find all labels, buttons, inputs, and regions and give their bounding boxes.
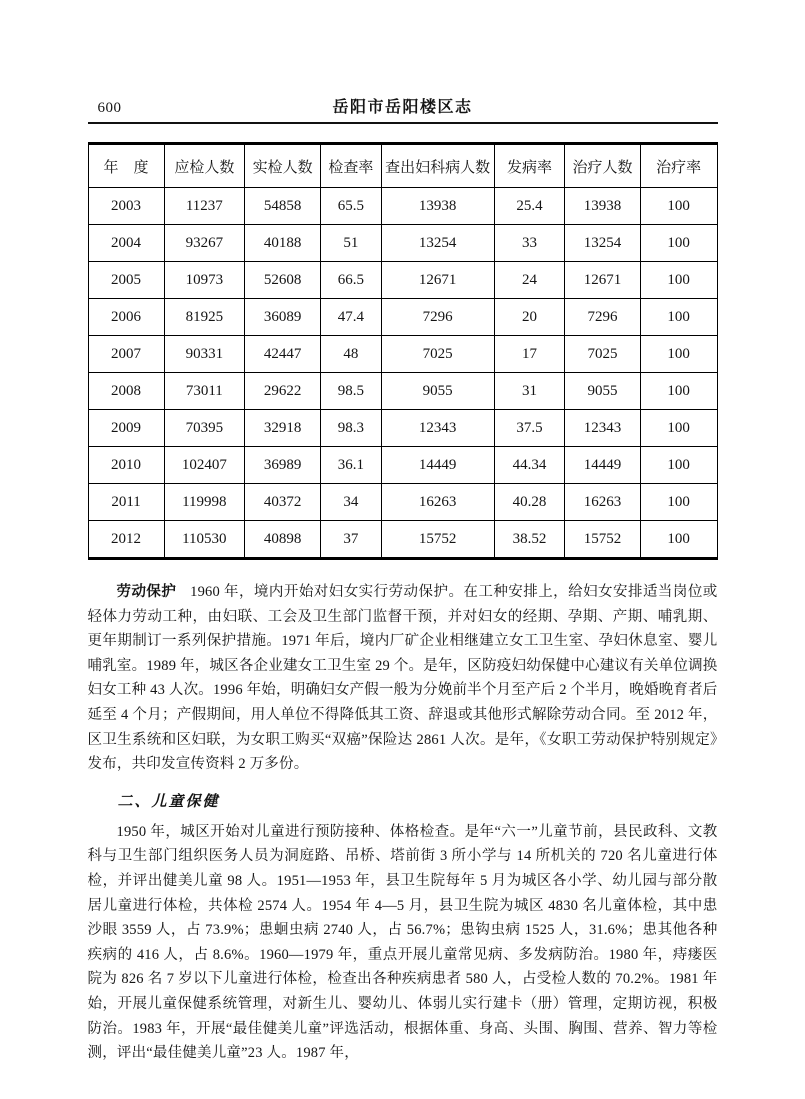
table-cell: 7025: [565, 336, 640, 373]
table-cell: 32918: [245, 410, 321, 447]
stats-table-body: [88, 188, 717, 559]
table-cell: 37: [321, 521, 381, 559]
table-row: [88, 225, 717, 262]
table-cell: 20: [494, 299, 564, 336]
table-cell: 100: [640, 299, 717, 336]
table-cell: 2008: [88, 373, 164, 410]
child-care-text: 1950 年，城区开始对儿童进行预防接种、体格检查。是年“六一”儿童节前，县民政科、文教科与卫生部门组织医务人员为洞庭路、吊桥、塔前街 3 所小学与 14 所机关的 720 名儿童进行体检，并评出健美儿童 98 人。1951—1953 年，县卫生院每年 5 月为城区各小学、幼儿园与部分散居儿童进行体检，共体检 2574 人。1954 年 4—5 月，县卫生院为城区 4830 名儿童体检，其中患沙眼 3559 人，占 73.9%；患蛔虫病 2740 人，占 56.7%；患钩虫病 1525 人，31.6%；患其他各种疾病的 416 人，占 8.6%。1960—1979 年，重点开展儿童常见病、多发病防治。1980 年，痔瘘医院为 826 名 7 岁以下儿童进行体检，检查出各种疾病患者 580 人，占受检人数的 70.2%。1981 年始，开展儿童保健系统管理，对新生儿、婴幼儿、体弱儿实行建卡（册）管理，定期访视，积极防治。1983 年，开展“最佳健美儿童”评选活动，根据体重、身高、头围、胸围、营养、智力等检测，评出“最佳健美儿童”23 人。1987 年，: [87, 823, 718, 1062]
labor-protection-paragraph: [88, 580, 718, 777]
table-cell: 24: [494, 262, 564, 299]
table-cell: 36.1: [321, 447, 381, 484]
table-cell: 25.4: [494, 188, 564, 225]
labor-protection-text: 1960 年，境内开始对妇女实行劳动保护。在工种安排上，给妇女安排适当岗位或轻体力劳动工种，由妇联、工会及卫生部门监督干预，并对妇女的经期、孕期、产期、哺乳期、更年期制订一系列保护措施。1971 年后，境内厂矿企业相继建立女工卫生室、孕妇休息室、婴儿哺乳室。1989 年，城区各企业建女工卫生室 29 个。是年，区防疫妇幼保健中心建议有关单位调换妇女工种 43 人次。1996 年始，明确妇女产假一般为分娩前半个月至产后 2 个半月，晚婚晚育者后延至 4 个月；产假期间，用人单位不得降低其工资、辞退或其他形式解除劳动合同。至 2012 年，区卫生系统和区妇联，为女职工购买“双癌”保险达 2861 人次。是年，《女职工劳动保护特别规定》发布，共印发宣传资料 2 万多份。: [87, 584, 718, 773]
table-cell: 16263: [381, 484, 494, 521]
table-cell: 38.52: [494, 521, 564, 559]
table-cell: 12671: [381, 262, 494, 299]
table-cell: 29622: [245, 373, 321, 410]
table-cell: 100: [640, 373, 717, 410]
table-cell: 12343: [381, 410, 494, 447]
table-header-cell: 治疗率: [640, 144, 717, 188]
table-cell: 7025: [381, 336, 494, 373]
table-row: [88, 447, 717, 484]
table-cell: 15752: [565, 521, 640, 559]
book-title: 岳阳市岳阳楼区志: [332, 99, 473, 116]
table-cell: 93267: [164, 225, 245, 262]
table-cell: 13254: [381, 225, 494, 262]
table-cell: 7296: [565, 299, 640, 336]
table-cell: 14449: [381, 447, 494, 484]
table-cell: 90331: [164, 336, 245, 373]
table-cell: 119998: [164, 484, 245, 521]
table-cell: 40188: [245, 225, 321, 262]
table-cell: 40.28: [494, 484, 564, 521]
table-row: [88, 188, 717, 225]
table-cell: 17: [494, 336, 564, 373]
table-cell: 2004: [88, 225, 164, 262]
table-cell: 102407: [164, 447, 245, 484]
table-cell: 52608: [245, 262, 321, 299]
table-cell: 47.4: [321, 299, 381, 336]
table-cell: 7296: [381, 299, 494, 336]
stats-table-head: [88, 144, 717, 188]
table-cell: 110530: [164, 521, 245, 559]
table-cell: 11237: [164, 188, 245, 225]
table-cell: 70395: [164, 410, 245, 447]
table-cell: 2006: [88, 299, 164, 336]
table-header-cell: 年 度: [88, 144, 164, 188]
table-cell: 13254: [565, 225, 640, 262]
table-cell: 73011: [164, 373, 245, 410]
table-cell: 2009: [88, 410, 164, 447]
table-row: [88, 262, 717, 299]
table-cell: 2005: [88, 262, 164, 299]
labor-protection-lead: 劳动保护: [116, 584, 177, 600]
table-cell: 34: [321, 484, 381, 521]
table-cell: 42447: [245, 336, 321, 373]
table-row: [88, 336, 717, 373]
stats-table: [88, 142, 718, 560]
table-row: [88, 299, 717, 336]
table-cell: 48: [321, 336, 381, 373]
table-cell: 10973: [164, 262, 245, 299]
table-cell: 100: [640, 410, 717, 447]
table-cell: 15752: [381, 521, 494, 559]
table-cell: 2010: [88, 447, 164, 484]
table-cell: 81925: [164, 299, 245, 336]
table-cell: 100: [640, 521, 717, 559]
table-header-cell: 查出妇科病人数: [381, 144, 494, 188]
table-cell: 40898: [245, 521, 321, 559]
table-header-cell: 实检人数: [245, 144, 321, 188]
table-cell: 2007: [88, 336, 164, 373]
table-header-cell: 检查率: [321, 144, 381, 188]
table-cell: 36989: [245, 447, 321, 484]
table-cell: 37.5: [494, 410, 564, 447]
table-cell: 100: [640, 188, 717, 225]
table-header-cell: 发病率: [494, 144, 564, 188]
table-cell: 66.5: [321, 262, 381, 299]
table-cell: 36089: [245, 299, 321, 336]
table-cell: 31: [494, 373, 564, 410]
table-cell: 33: [494, 225, 564, 262]
table-cell: 44.34: [494, 447, 564, 484]
table-cell: 100: [640, 447, 717, 484]
table-row: [88, 484, 717, 521]
table-cell: 2012: [88, 521, 164, 559]
page-header: [88, 96, 718, 117]
table-cell: 65.5: [321, 188, 381, 225]
table-cell: 12343: [565, 410, 640, 447]
table-cell: 51: [321, 225, 381, 262]
table-header-cell: 治疗人数: [565, 144, 640, 188]
table-cell: 100: [640, 225, 717, 262]
stats-table-header-row: [88, 144, 717, 188]
table-cell: 100: [640, 336, 717, 373]
table-cell: 40372: [245, 484, 321, 521]
table-row: [88, 521, 717, 559]
table-cell: 13938: [565, 188, 640, 225]
header-rule: [88, 122, 718, 124]
table-cell: 54858: [245, 188, 321, 225]
table-cell: 14449: [565, 447, 640, 484]
table-cell: 2003: [88, 188, 164, 225]
table-row: [88, 373, 717, 410]
table-cell: 100: [640, 484, 717, 521]
page-number: 600: [97, 100, 122, 116]
child-care-paragraph: [88, 820, 718, 1066]
table-cell: 98.5: [321, 373, 381, 410]
table-cell: 13938: [381, 188, 494, 225]
table-cell: 98.3: [321, 410, 381, 447]
table-cell: 2011: [88, 484, 164, 521]
table-cell: 9055: [565, 373, 640, 410]
table-cell: 16263: [565, 484, 640, 521]
table-header-cell: 应检人数: [164, 144, 245, 188]
table-cell: 12671: [565, 262, 640, 299]
section-heading-child-care: 二、儿童保健: [117, 793, 220, 810]
table-cell: 9055: [381, 373, 494, 410]
table-cell: 100: [640, 262, 717, 299]
table-row: [88, 410, 717, 447]
page-content: [88, 96, 718, 1066]
